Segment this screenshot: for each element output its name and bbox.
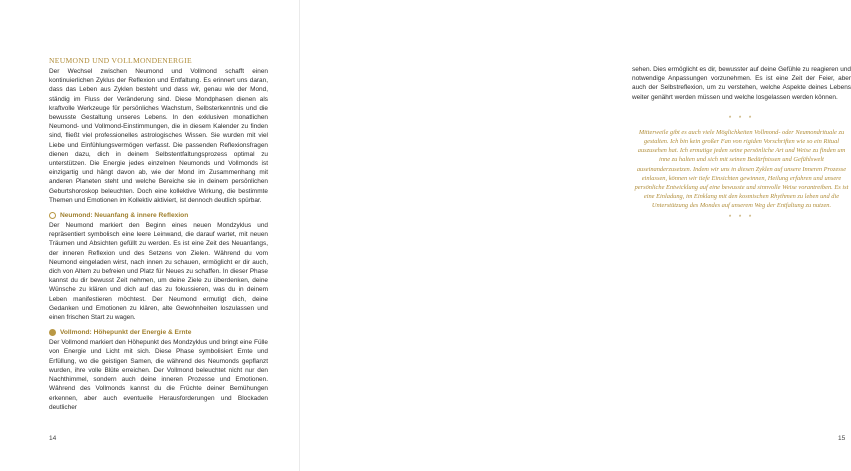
new-moon-icon xyxy=(49,212,56,219)
full-moon-title: Vollmond: Höhepunkt der Energie & Ernte xyxy=(60,329,192,337)
left-page xyxy=(0,0,300,471)
full-moon-icon xyxy=(49,329,56,336)
new-moon-title: Neumond: Neuanfang & innere Reflexion xyxy=(60,212,189,220)
right-content xyxy=(632,65,851,227)
page-number-left: 14 xyxy=(49,435,57,442)
left-content xyxy=(49,56,268,412)
full-moon-paragraph: Der Vollmond markiert den Höhepunkt des Mondzyklus und bringt eine Fülle von Energie und Licht mit sich. Diese Phase symbolisiert Ernte und Erfüllung, wo die geistigen Samen, die während des Neumonds gepflanzt wurden, ihre volle Blüte erreichen. Der Vollmond beleuchtet nicht nur den Nachthimmel, sondern auch deine inneren Prozesse und Emotionen. Während des Vollmonds kannst du die Früchte deiner Bemühungen erkennen, aber auch eventuelle Herausforderungen und Blockaden deutlicher xyxy=(49,339,268,411)
full-moon-heading xyxy=(49,329,268,336)
right-page xyxy=(300,0,851,471)
continuation-paragraph: sehen. Dies ermöglicht es dir, bewusster auf deine Gefühle zu reagieren und notwendige Anpassungen vorzunehmen. Es ist eine Zeit der Feier, aber auch der Selbstreflexion, um zu verstehen, welche Aspekte deines Lebens weiter genährt werden müssen und welche losgelassen werden können. xyxy=(632,66,851,101)
new-moon-heading xyxy=(49,212,268,219)
stars-divider-top: * * * xyxy=(728,115,755,122)
stars-divider-bottom: * * * xyxy=(728,214,755,221)
new-moon-paragraph: Der Neumond markiert den Beginn eines neuen Mondzyklus und repräsentiert symbolisch eine leere Leinwand, die darauf wartet, mit neuen Träumen und Absichten gefüllt zu werden. Es ist eine Zeit des Neuanfangs, der inneren Reflexion und des Setzens von Zielen. Während du vom Neumond eingeladen wirst, nach innen zu schauen, ermöglicht er dir auch, dich von Altem zu befreien und Platz für Neues zu schaffen. In dieser Phase kannst du dir bewusst Zeit nehmen, um deine Ziele zu überdenken, deine Wünsche zu klären und dich auf das zu fokussieren, was du in deinem Leben manifestieren möchtest. Der Neumond ermutigt dich, deine Gedanken und Emotionen zu klären, alte Gewohnheiten loszulassen und einen frischen Start zu wagen. xyxy=(49,222,268,322)
quote-block: Mitterweile gibt es auch viele Möglichkeiten Vollmond- oder Neumondrituale zu gestalten. Ich bin kein großer Fan von rigiden Vorschriften wie so ein Ritual auszusehen hat. Ich ermutige jeden seine persönliche Art und Weise zu finden um inne zu halten und sich mit seinen Bedürfnissen und Gefühlswelt auseinanderzusetzen. Indem wir uns in diesen Zyklen auf unsere Inneren Prozesse einlassen, können wir tiefe Einsichten gewinnen, Heilung erfahren und unsere persönliche Entwicklung auf eine bewusste und sinnvolle Weise vorantreiben. Es ist eine Einladung, im Einklang mit den kosmischen Rhythmen zu leben und die Unterstützung des Mondes auf unserem Weg der Entfaltung zu nutzen. xyxy=(634,128,849,210)
intro-paragraph: Der Wechsel zwischen Neumond und Vollmond schafft einen kontinuierlichen Zyklus der Reflexion und Entfaltung. Es erinnert uns daran, dass das Leben aus Zyklen besteht und dass wir, genau wie der Mond, ständig im Fluss der Veränderung sind. Diese Mondphasen dienen als kraftvolle Werkzeuge für persönliches Wachstum, Selbsterkenntnis und die bewusste Gestaltung unseres Lebens. In den exklusiven monatlichen Neumond- und Vollmond-Einstimmungen, die in diesem Kalender zu finden sind, fließt viel professionelles astrologisches Wissen. Sie wurden mit viel Liebe und Einfühlungsvermögen verfasst. Die passenden Reflexionsfragen dienen dazu, dich in deinem Selbstentfaltungsprozess optimal zu unterstützen. Die Energie jedes einzelnen Neumonds und Vollmonds ist einzigartig und hängt davon ab, wie der Mond im Zusammenhang mit anderen Planeten steht und welche Bereiche sie in deinem persönlichen Geburtshoroskop beleuchten. Doch eine kollektive Wirkung, die bestimmte Themen und Emotionen im Kollektiv aktiviert, ist dennoch deutlich spürbar. xyxy=(49,68,268,204)
section-heading: NEUMOND UND VOLLMONDENERGIE xyxy=(49,56,192,65)
page-number-right: 15 xyxy=(838,435,846,442)
